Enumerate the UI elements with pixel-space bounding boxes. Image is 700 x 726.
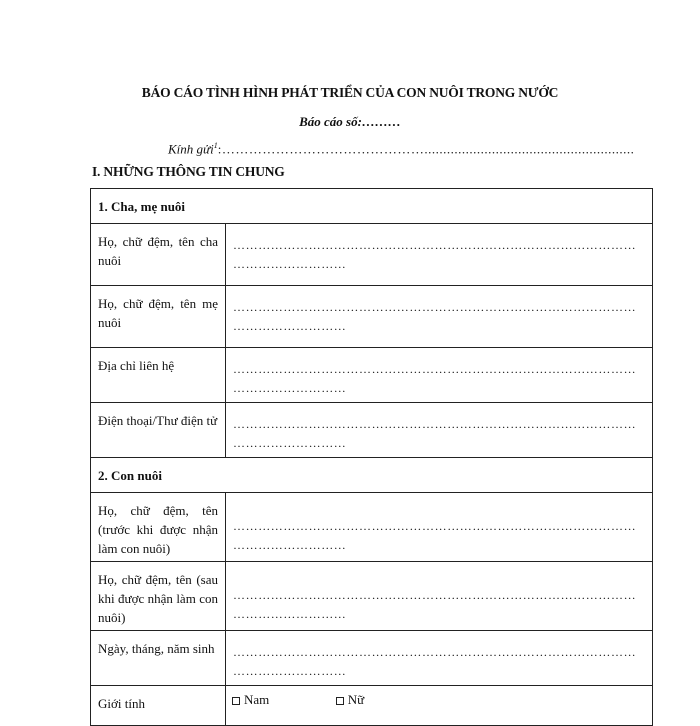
dotted-line: ……………………… bbox=[233, 257, 347, 271]
label-contact-address: Địa chỉ liên hệ bbox=[91, 348, 226, 403]
section-heading-general-info: I. NHỮNG THÔNG TIN CHUNG bbox=[92, 164, 285, 179]
table-row bbox=[91, 224, 653, 286]
dotted-line: …………………………………………………………………………………… bbox=[233, 238, 637, 252]
dotted-line: ……………………… bbox=[233, 436, 347, 450]
recipient-line bbox=[168, 141, 634, 157]
dotted-line: ……………………… bbox=[233, 381, 347, 395]
field-adoptive-father-name[interactable] bbox=[226, 224, 653, 286]
group-header-parents bbox=[91, 189, 653, 224]
table-row bbox=[91, 686, 653, 726]
label-child-name-before: Họ, chữ đệm, tên (trước khi được nhận làm con nuôi) bbox=[91, 493, 226, 562]
dotted-line: ……………………… bbox=[233, 319, 347, 333]
label-phone-email: Điện thoại/Thư điện tử bbox=[91, 403, 226, 458]
dotted-line: ……………………… bbox=[233, 538, 347, 552]
group-header-child bbox=[91, 458, 653, 493]
table-row bbox=[91, 286, 653, 348]
dotted-line: …………………………………………………………………………………… bbox=[233, 362, 637, 376]
recipient-dots[interactable]: :………………………………………........................................................ bbox=[217, 141, 635, 157]
table-row bbox=[91, 562, 653, 631]
recipient-label: Kính gửi bbox=[168, 141, 214, 157]
recipient-footnote: 1 bbox=[213, 141, 218, 150]
gender-male-label: Nam bbox=[244, 692, 270, 707]
gender-female-label: Nữ bbox=[347, 692, 365, 707]
field-child-name-before[interactable] bbox=[226, 493, 653, 562]
label-adoptive-mother-name: Họ, chữ đệm, tên mẹ nuôi bbox=[91, 286, 226, 348]
checkbox-male[interactable] bbox=[232, 697, 240, 705]
report-number: Báo cáo số:……… bbox=[299, 114, 401, 129]
dotted-line: …………………………………………………………………………………… bbox=[233, 645, 637, 659]
label-child-dob: Ngày, tháng, năm sinh bbox=[91, 631, 226, 686]
dotted-line: …………………………………………………………………………………… bbox=[233, 519, 637, 533]
general-info-table bbox=[90, 188, 653, 726]
dotted-line: ……………………… bbox=[233, 664, 347, 678]
label-child-gender: Giới tính bbox=[91, 686, 226, 726]
dotted-line: …………………………………………………………………………………… bbox=[233, 417, 637, 431]
label-adoptive-father-name: Họ, chữ đệm, tên cha nuôi bbox=[91, 224, 226, 286]
field-child-name-after[interactable] bbox=[226, 562, 653, 631]
dotted-line: ……………………… bbox=[233, 607, 347, 621]
table-row bbox=[91, 493, 653, 562]
label-child-name-after: Họ, chữ đệm, tên (sau khi được nhận làm con nuôi) bbox=[91, 562, 226, 631]
field-child-dob[interactable] bbox=[226, 631, 653, 686]
dotted-line: …………………………………………………………………………………… bbox=[233, 588, 637, 602]
checkbox-female[interactable] bbox=[336, 697, 344, 705]
document-title: BÁO CÁO TÌNH HÌNH PHÁT TRIỂN CỦA CON NUÔI TRONG NƯỚC bbox=[141, 85, 559, 100]
group-title-child: 2. Con nuôi bbox=[91, 458, 653, 493]
table-row bbox=[91, 403, 653, 458]
table-row bbox=[91, 631, 653, 686]
field-contact-address[interactable] bbox=[226, 348, 653, 403]
field-child-gender bbox=[226, 686, 653, 726]
dotted-line: …………………………………………………………………………………… bbox=[233, 300, 637, 314]
field-phone-email[interactable] bbox=[226, 403, 653, 458]
group-title-parents: 1. Cha, mẹ nuôi bbox=[91, 189, 653, 224]
field-adoptive-mother-name[interactable] bbox=[226, 286, 653, 348]
table-row bbox=[91, 348, 653, 403]
